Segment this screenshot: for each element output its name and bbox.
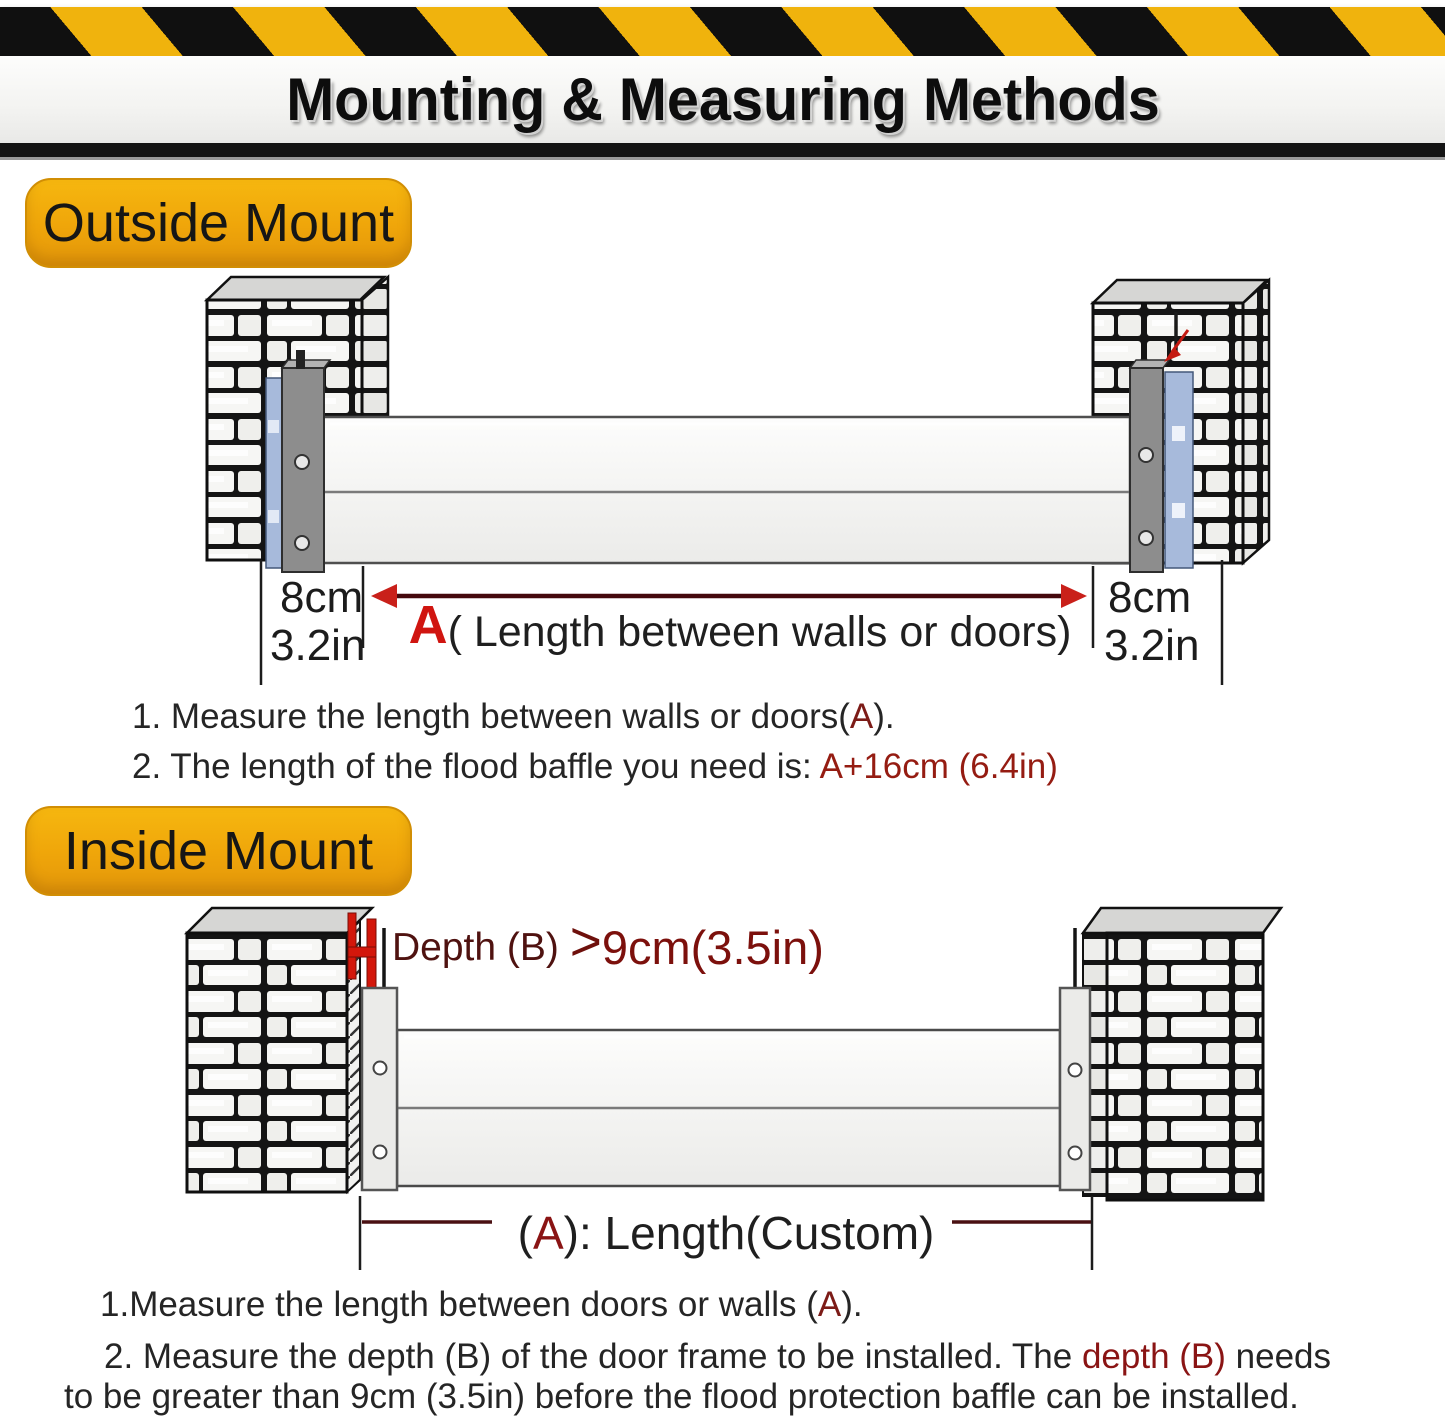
text-segment: Depth (B): [392, 926, 570, 969]
caution-stripe-band: [0, 7, 1445, 56]
outside-note-1: [132, 697, 895, 737]
outside-span-label: [380, 595, 1100, 657]
title-underline-bar: [0, 143, 1445, 160]
inside-right-pillar: [1083, 908, 1281, 1200]
inside-mount-badge-label: Inside Mount: [63, 821, 374, 881]
text-segment: ).: [841, 1285, 863, 1324]
inside-left-pillar: [187, 908, 372, 1192]
text-segment: 1. Measure the length between walls or doors(: [132, 697, 850, 736]
title-band: [0, 56, 1445, 143]
text-segment: 1.Measure the length between doors or walls (: [100, 1285, 818, 1324]
text-segment: ( Length between walls or doors): [447, 608, 1072, 656]
page-title: Mounting & Measuring Methods: [285, 66, 1160, 133]
text-segment: A: [532, 1207, 564, 1259]
inside-note-2-line2: [64, 1377, 1299, 1417]
text-segment: >: [569, 910, 602, 972]
outside-mount-badge-label: Outside Mount: [42, 193, 395, 253]
outside-flood-baffle: [323, 417, 1130, 563]
text-segment: 9cm(3.5in): [601, 921, 824, 974]
inside-note-1: [100, 1285, 863, 1325]
outside-left-dim-cm: 8cm: [280, 573, 364, 622]
outside-bracket-left: [266, 350, 330, 572]
inside-flood-baffle: [397, 1030, 1060, 1186]
text-segment: ).: [873, 697, 895, 736]
text-segment: depth (B): [1081, 1337, 1226, 1376]
text-segment: needs: [1225, 1337, 1332, 1376]
text-segment: 2. Measure the depth (B) of the door frame to be installed. The: [104, 1337, 1082, 1376]
outside-left-dim-inch: 3.2in: [270, 621, 366, 670]
text-segment: 2. The length of the flood baffle you need is:: [132, 747, 820, 786]
text-segment: (: [517, 1207, 533, 1259]
outside-note-2: [132, 747, 1058, 787]
length-label: [498, 1206, 954, 1260]
outside-right-dim-inch: 3.2in: [1104, 621, 1200, 670]
text-segment: A+16cm (6.4in): [819, 747, 1058, 786]
outside-right-dim-cm: 8cm: [1108, 573, 1192, 622]
text-segment: A: [849, 697, 874, 736]
inside-note-2-line1: [104, 1337, 1331, 1377]
text-segment: to be greater than 9cm (3.5in) before the flood protection baffle can be installed.: [64, 1377, 1299, 1416]
text-segment: A: [408, 595, 448, 655]
text-segment: ): Length(Custom): [563, 1207, 935, 1259]
outside-mount-badge: [25, 178, 412, 268]
text-segment: A: [817, 1285, 842, 1324]
inside-mount-badge: [25, 806, 412, 896]
depth-label: [392, 910, 824, 975]
